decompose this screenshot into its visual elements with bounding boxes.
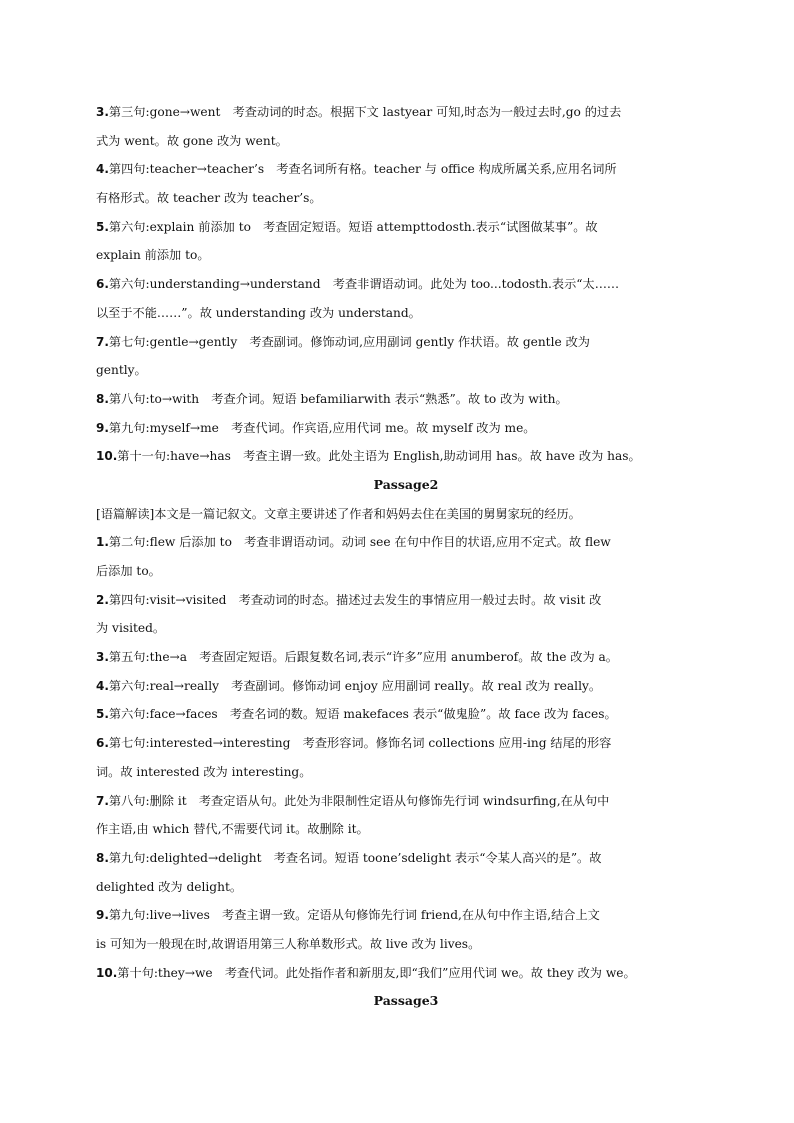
item-number: 6.	[96, 736, 109, 751]
p1-item-6	[96, 270, 716, 327]
answer-line	[96, 586, 716, 615]
answer-line	[96, 442, 716, 471]
answer-line	[96, 241, 716, 270]
answer-line	[96, 213, 716, 242]
answer-line	[96, 328, 716, 357]
item-number: 10.	[96, 449, 118, 464]
item-text: is 可知为一般现在时,故谓语用第三人称单数形式。故 live 改为 lives。	[96, 936, 481, 951]
item-text: 第四句:visit→visited 考查动词的时态。描述过去发生的事情应用一般过去时。故 visit 改	[108, 592, 602, 607]
answer-line	[96, 930, 716, 959]
item-text: 第十一句:have→has 考查主谓一致。此处主语为 English,助动词用 has。故 have 改为 has。	[117, 449, 641, 464]
item-text: 后添加 to。	[96, 564, 161, 578]
passage2-heading: Passage2	[373, 476, 439, 492]
answer-line	[96, 672, 716, 701]
answer-line	[96, 184, 716, 213]
p1-item-4	[96, 155, 716, 212]
item-text: 第五句:the→a 考查固定短语。后跟复数名词,表示“许多”应用 anumberof。故 the 改为 a。	[108, 650, 618, 665]
item-text: 第八句:to→with 考查介词。短语 befamiliarwith 表示“熟悉”。故 to 改为 with。	[108, 391, 568, 406]
answer-line	[96, 758, 716, 787]
item-text: gently。	[96, 363, 147, 378]
item-text: 第八句:删除 it 考查定语从句。此处为非限制性定语从句修饰先行词 windsurfing,在从句中	[108, 793, 610, 808]
item-text: 第六句:face→faces 考查名词的数。短语 makefaces 表示“做鬼脸”。故 face 改为 faces。	[108, 707, 617, 722]
item-text: 第六句:explain 前添加 to 考查固定短语。短语 attempttodosth.表示“试图做某事”。故	[108, 219, 598, 234]
item-number: 2.	[96, 592, 109, 607]
p2-item-7	[96, 787, 716, 844]
p1-item-9	[96, 414, 716, 443]
item-text: 第九句:live→lives 考查主谓一致。定语从句修饰先行词 friend,在从句中作主语,结合上文	[108, 908, 600, 923]
item-text: delighted 改为 delight。	[96, 879, 243, 894]
item-text: 式为 went。故 gone 改为 went。	[96, 133, 288, 148]
p1-item-5	[96, 213, 716, 270]
p2-item-5	[96, 700, 716, 729]
item-number: 10.	[96, 965, 118, 980]
document-page	[96, 98, 716, 1016]
item-number: 1.	[96, 535, 109, 550]
answer-line	[96, 643, 716, 672]
item-text: 第九句:myself→me 考查代词。作宾语,应用代词 me。故 myself 改为 me。	[108, 420, 536, 435]
item-text: 第九句:delighted→delight 考查名词。短语 toone’sdelight 表示“令某人高兴的是”。故	[108, 850, 602, 865]
item-number: 6.	[96, 277, 109, 292]
answer-line	[96, 414, 716, 443]
item-number: 5.	[96, 219, 109, 234]
answer-line	[96, 844, 716, 873]
p2-item-1	[96, 528, 716, 585]
answer-line	[96, 98, 716, 127]
answer-line	[96, 299, 716, 328]
answer-line	[96, 873, 716, 902]
item-number: 7.	[96, 793, 109, 808]
item-text: 第十句:they→we 考查代词。此处指作者和新朋友,即“我们”应用代词 we。故 they 改为 we。	[117, 965, 636, 980]
answer-line	[96, 270, 716, 299]
answer-line	[96, 700, 716, 729]
p1-item-7	[96, 328, 716, 385]
item-text: 第七句:gentle→gently 考查副词。修饰动词,应用副词 gently 作状语。故 gentle 改为	[108, 334, 590, 349]
item-text: 词。故 interested 改为 interesting。	[96, 764, 312, 779]
answer-line	[96, 127, 716, 156]
p1-item-3	[96, 98, 716, 155]
answer-line	[96, 815, 716, 844]
item-number: 8.	[96, 850, 109, 865]
answer-line	[96, 729, 716, 758]
item-number: 7.	[96, 334, 109, 349]
item-text: 第四句:teacher→teacher’s 考查名词所有格。teacher 与 office 构成所属关系,应用名词所	[108, 162, 617, 177]
item-text: explain 前添加 to。	[96, 248, 210, 263]
item-number: 4.	[96, 162, 109, 177]
item-number: 4.	[96, 678, 109, 693]
item-text: 第二句:flew 后添加 to 考查非谓语动词。动词 see 在句中作目的状语,应用不定式。故 flew	[108, 535, 611, 550]
item-number: 5.	[96, 707, 109, 722]
answer-line	[96, 901, 716, 930]
item-text: 第七句:interested→interesting 考查形容词。修饰名词 collections 应用-ing 结尾的形容	[108, 736, 612, 751]
item-text: 为 visited。	[96, 621, 166, 636]
item-number: 9.	[96, 908, 109, 923]
passage3-heading: Passage3	[373, 993, 439, 1009]
p2-item-2	[96, 586, 716, 643]
item-text: 第三句:gone→went 考查动词的时态。根据下文 lastyear 可知,时态为一般过去时,go 的过去	[108, 105, 622, 119]
answer-line	[96, 614, 716, 643]
answer-line	[96, 155, 716, 184]
p2-item-6	[96, 729, 716, 786]
p2-item-10	[96, 959, 716, 988]
p2-item-9	[96, 901, 716, 958]
p2-item-3	[96, 643, 716, 672]
item-text: 第六句:real→really 考查副词。修饰动词 enjoy 应用副词 really。故 real 改为 really。	[108, 678, 602, 693]
item-text: 有格形式。故 teacher 改为 teacher’s。	[96, 191, 322, 206]
p1-item-10	[96, 442, 716, 471]
item-number: 8.	[96, 391, 109, 406]
answer-line	[96, 557, 716, 586]
answer-line	[96, 356, 716, 385]
answer-line	[96, 528, 716, 557]
answer-line	[96, 787, 716, 816]
item-text: 作主语,由 which 替代,不需要代词 it。故删除 it。	[96, 822, 369, 837]
passage2-intro: [语篇解读]本文是一篇记叙文。文章主要讲述了作者和妈妈去住在美国的舅舅家玩的经历。	[96, 506, 581, 521]
item-number: 3.	[96, 105, 109, 119]
answer-line	[96, 385, 716, 414]
item-text: 以至于不能……”。故 understanding 改为 understand。	[96, 305, 421, 320]
p2-item-4	[96, 672, 716, 701]
p2-item-8	[96, 844, 716, 901]
item-text: 第六句:understanding→understand 考查非谓语动词。此处为 too...todosth.表示“太……	[108, 277, 620, 292]
item-number: 3.	[96, 650, 109, 665]
p1-item-8	[96, 385, 716, 414]
answer-line	[96, 959, 716, 988]
item-number: 9.	[96, 420, 109, 435]
